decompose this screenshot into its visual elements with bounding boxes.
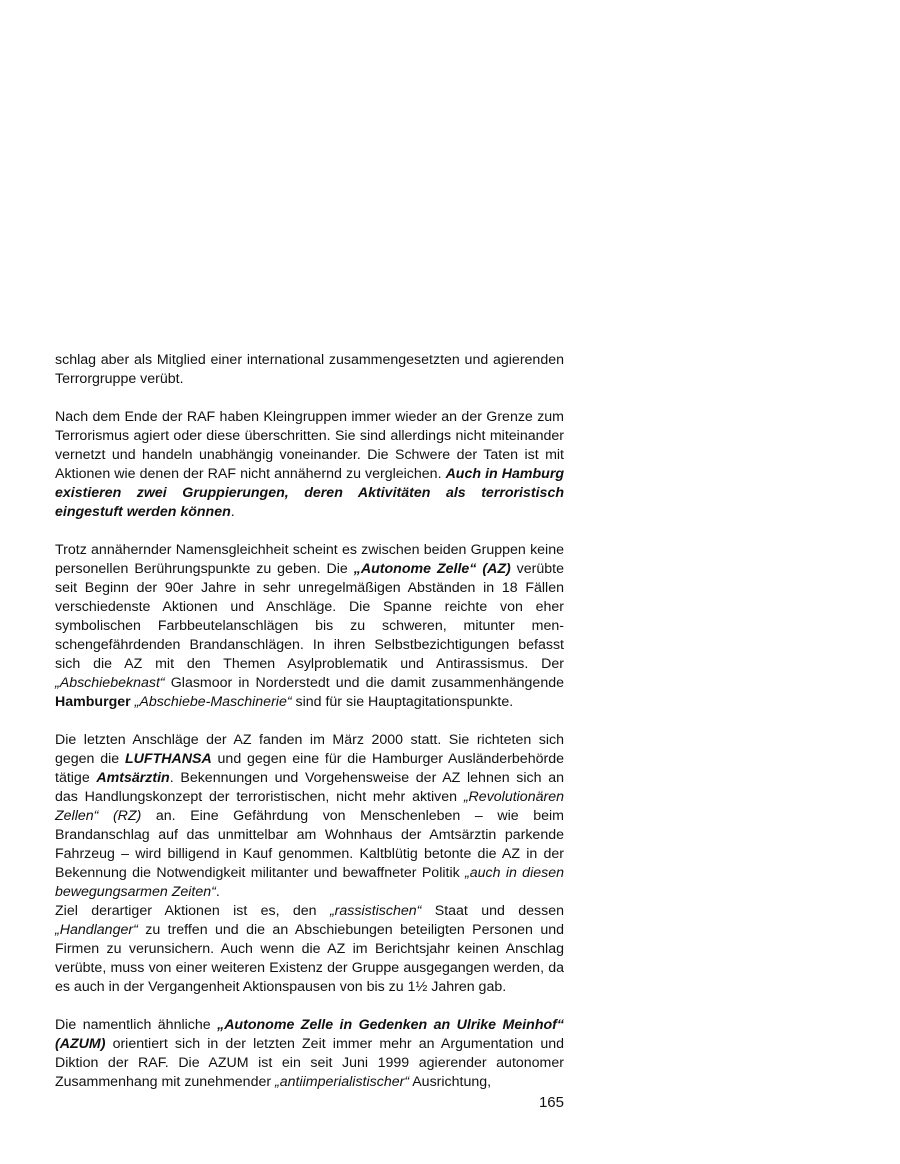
paragraph-6 bbox=[55, 1016, 564, 1092]
text-segment: Ausrichtung, bbox=[409, 1074, 492, 1090]
paragraph-2 bbox=[55, 408, 564, 522]
text-segment: verübte seit Beginn der 90er Jahre in sehr unregelmäßigen Abständen in 18 Fällen verschiedenste Aktionen und Anschläge. Die Spanne reichte von eher symbolischen Farbbeutelanschlägen bis zu schweren, mitunter menschengefährdenden Brandanschlägen. In ihren Selbstbezichtigungen befasst sich die AZ mit den Themen Asylproblematik und Antirassismus. Der bbox=[55, 561, 564, 672]
emphasis-italic: „antiimperialistischer“ bbox=[275, 1074, 410, 1090]
page-number: 165 bbox=[538, 1094, 564, 1111]
emphasis-bold-italic: „Autonome Zelle in Gedenken an Ulrike Meinhof“ (AZUM) bbox=[55, 1017, 564, 1052]
text-segment: Trotz annähernder Namensgleichheit scheint es zwischen beiden Gruppen keine personellen Berührungspunkte zu geben. Die bbox=[55, 542, 564, 577]
text-segment: orientiert sich in der letzten Zeit immer mehr an Argumentation und Diktion der RAF. Die AZUM ist ein seit Juni 1999 agierender autonomer Zusammenhang mit zunehmender bbox=[55, 1036, 564, 1090]
emphasis-italic: „Revolutionären Zellen“ (RZ) bbox=[55, 789, 564, 824]
emphasis-italic: „Abschiebe-Maschinerie“ bbox=[134, 694, 292, 710]
emphasis-bold-italic: „Autonome Zelle“ (AZ) bbox=[353, 561, 511, 577]
text-segment: Nach dem Ende der RAF haben Kleingruppen immer wieder an der Grenze zum Terrorismus agiert oder diese überschritten. Sie sind allerdings nicht miteinander vernetzt und handeln unabhängig voneinander. Die Schwere der Taten ist mit Aktionen wie denen der RAF nicht annähernd zu vergleichen. bbox=[55, 409, 564, 482]
text-segment: an. Eine Gefährdung von Menschenleben – wie beim Brandanschlag auf das unmittelbar am Wohnhaus der Amtsärztin parkende Fahrzeug – wird billigend in Kauf genommen. Kaltblütig betonte die AZ in der Bekennung die Notwendigkeit militanter und bewaffneter Politik bbox=[55, 808, 564, 881]
emphasis-bold-italic: Auch in Hamburg existieren zwei Gruppierungen, deren Aktivitäten als terroristisch eingestuft werden können bbox=[55, 466, 565, 520]
emphasis-italic: „Handlanger“ bbox=[55, 922, 138, 938]
emphasis-bold-italic: LUFTHANSA bbox=[125, 751, 212, 767]
text-segment: zu treffen und die an Abschiebungen beteiligten Personen und Firmen zu verunsichern. Auch wenn die AZ im Berichtsjahr keinen Anschlag verübte, muss von einer weiteren Existenz der Gruppe ausgegangen werden, da es auch in der Vergangenheit Aktionspausen von bis zu 1½ Jahren gab. bbox=[55, 922, 564, 995]
text-segment: Die letzten Anschläge der AZ fanden im März 2000 statt. Sie richteten sich gegen die bbox=[55, 732, 564, 767]
text-segment: . bbox=[230, 504, 235, 520]
paragraph-3 bbox=[55, 541, 564, 712]
text-column bbox=[55, 351, 564, 1092]
text-segment: Ziel derartiger Aktionen ist es, den bbox=[55, 903, 330, 919]
emphasis-bold-italic: Amtsärztin bbox=[96, 770, 170, 786]
text-segment: . Bekennungen und Vorgehensweise der AZ lehnen sich an das Handlungskonzept der terroristischen, nicht mehr aktiven bbox=[55, 770, 565, 805]
text-segment: Staat und dessen bbox=[421, 903, 565, 919]
text-segment: sind für sie Hauptagitationspunkte. bbox=[291, 694, 514, 710]
emphasis-bold: Hamburger bbox=[55, 694, 131, 710]
text-segment: . bbox=[215, 884, 220, 900]
paragraph-5 bbox=[55, 902, 564, 997]
emphasis-italic: „auch in diesen bewegungsarmen Zeiten“ bbox=[55, 865, 564, 900]
text-segment: schlag aber als Mitglied einer international zusammengesetzten und agierenden Terrorgruppe verübt. bbox=[55, 352, 564, 387]
text-segment: Die namentlich ähnliche bbox=[55, 1017, 218, 1033]
emphasis-italic: „rassistischen“ bbox=[329, 903, 422, 919]
emphasis-italic: „Abschiebeknast“ bbox=[55, 675, 165, 691]
text-segment: Glasmoor in Norderstedt und die damit zusammenhängende bbox=[164, 675, 564, 691]
paragraph-4 bbox=[55, 731, 564, 902]
text-segment: und gegen eine für die Hamburger Ausländerbehörde tätige bbox=[55, 751, 564, 786]
paragraph-1 bbox=[55, 351, 564, 389]
